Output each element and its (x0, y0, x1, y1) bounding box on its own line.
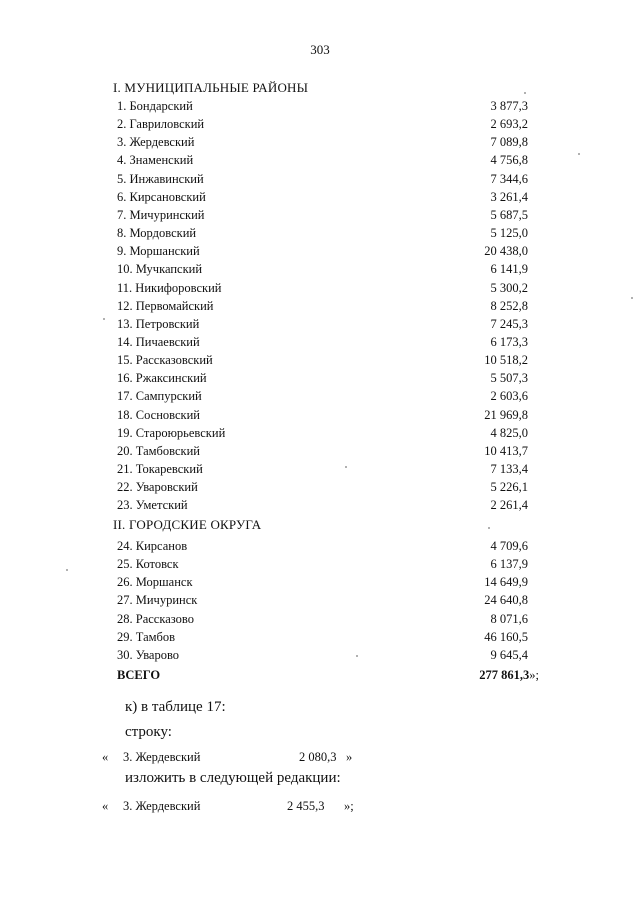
total-suffix: »; (529, 668, 539, 682)
district-value: 6 137,9 (490, 557, 528, 572)
district-name: 27. Мичуринск (117, 593, 198, 608)
district-name: 10. Мучкапский (117, 262, 203, 277)
table-row (117, 279, 528, 297)
scan-speck (524, 92, 526, 94)
district-name: 13. Петровский (117, 316, 200, 331)
table-row (117, 242, 528, 260)
section-heading-city-districts: II. ГОРОДСКИЕ ОКРУГА (113, 517, 262, 532)
table-row (117, 333, 528, 351)
old-row-open-quote: « (102, 750, 109, 764)
table-row (117, 297, 528, 315)
scan-speck (631, 297, 633, 299)
district-value: 6 173,3 (490, 334, 528, 349)
district-value: 20 438,0 (484, 244, 528, 259)
district-name: 20. Тамбовский (117, 443, 200, 458)
table-row (117, 387, 528, 405)
old-row-name: 3. Жердевский (123, 750, 201, 764)
total-label: ВСЕГО (117, 668, 161, 682)
district-name: 2. Гавриловский (117, 117, 205, 132)
table-row (117, 591, 528, 609)
district-name: 3. Жердевский (117, 135, 195, 150)
scan-speck (488, 527, 490, 529)
district-value: 10 413,7 (484, 443, 528, 458)
new-row-close-quote: »; (344, 799, 354, 813)
district-name: 15. Рассказовский (117, 353, 213, 368)
district-name: 4. Знаменский (117, 153, 194, 168)
table-row (117, 369, 528, 387)
district-value: 21 969,8 (484, 407, 528, 422)
amendment-line-row: строку: (125, 724, 172, 740)
table-row (117, 115, 528, 133)
scan-speck (66, 569, 68, 571)
table-row (117, 188, 528, 206)
table-row (117, 610, 528, 628)
table-row (117, 260, 528, 278)
table-row (117, 97, 528, 115)
district-value: 10 518,2 (484, 353, 528, 368)
district-value: 46 160,5 (484, 629, 528, 644)
district-name: 6. Кирсановский (117, 189, 206, 204)
district-value: 5 125,0 (490, 226, 528, 241)
table-row (117, 460, 528, 478)
new-row-open-quote: « (102, 799, 109, 813)
table-row (117, 224, 528, 242)
district-name: 19. Староюрьевский (117, 425, 226, 440)
table-row (117, 496, 528, 514)
table-row (117, 646, 528, 664)
total-row (117, 666, 539, 684)
table-row (117, 206, 528, 224)
table-row (117, 555, 528, 573)
total-value: 277 861,3 (479, 668, 530, 682)
new-row (0, 799, 640, 817)
district-value: 2 693,2 (490, 117, 528, 132)
new-row-name: 3. Жердевский (123, 799, 201, 813)
scan-speck (345, 466, 347, 468)
district-name: 23. Уметский (117, 498, 188, 513)
table-row (117, 133, 528, 151)
old-row-value: 2 080,3 (299, 750, 337, 764)
table-row (117, 573, 528, 591)
district-name: 24. Кирсанов (117, 539, 188, 553)
district-value: 4 756,8 (490, 153, 528, 168)
district-value: 8 071,6 (490, 611, 528, 626)
district-name: 11. Никифоровский (117, 280, 222, 295)
district-name: 8. Мордовский (117, 226, 197, 241)
district-value: 7 133,4 (490, 462, 528, 476)
district-name: 21. Токаревский (117, 462, 203, 476)
page-number: 303 (310, 42, 330, 57)
district-name: 7. Мичуринский (117, 207, 205, 222)
district-value: 5 687,5 (490, 207, 528, 222)
district-value: 14 649,9 (484, 575, 528, 590)
table-row (117, 537, 528, 555)
district-name: 5. Инжавинский (117, 171, 204, 186)
district-value: 8 252,8 (490, 298, 528, 313)
district-value: 5 300,2 (490, 280, 528, 295)
table-row (117, 424, 528, 442)
new-row-value: 2 455,3 (287, 799, 325, 813)
district-value: 5 507,3 (490, 371, 528, 386)
district-value: 4 709,6 (490, 539, 528, 553)
district-name: 12. Первомайский (117, 298, 214, 313)
table-row (117, 315, 528, 333)
table-row (117, 170, 528, 188)
scan-speck (103, 318, 105, 320)
scan-speck (578, 153, 580, 155)
district-value: 7 245,3 (490, 316, 528, 331)
district-value: 6 141,9 (490, 262, 528, 277)
amendment-item-k: к) в таблице 17: (125, 699, 226, 715)
district-name: 28. Рассказово (117, 611, 194, 626)
district-value: 9 645,4 (490, 647, 528, 662)
district-value: 4 825,0 (490, 425, 528, 440)
district-name: 26. Моршанск (117, 575, 193, 590)
district-name: 9. Моршанский (117, 244, 200, 259)
district-value: 3 877,3 (490, 99, 528, 113)
district-name: 18. Сосновский (117, 407, 200, 422)
district-name: 1. Бондарский (117, 99, 193, 113)
table-row (117, 478, 528, 496)
district-value: 5 226,1 (490, 480, 528, 495)
total-value-cell (479, 666, 539, 684)
district-value: 3 261,4 (490, 189, 528, 204)
district-name: 30. Уварово (117, 647, 180, 662)
district-name: 25. Котовск (117, 557, 179, 572)
amendment-instruction: изложить в следующей редакции: (125, 770, 341, 786)
table-row (117, 442, 528, 460)
district-name: 17. Сампурский (117, 389, 202, 404)
district-name: 16. Ржаксинский (117, 371, 207, 386)
district-name: 22. Уваровский (117, 480, 198, 495)
district-value: 7 089,8 (490, 135, 528, 150)
district-value: 2 261,4 (490, 498, 528, 513)
old-row (0, 750, 640, 768)
table-row (117, 628, 528, 646)
scan-speck (356, 655, 358, 657)
district-name: 14. Пичаевский (117, 334, 200, 349)
district-name: 29. Тамбов (117, 629, 176, 644)
district-value: 7 344,6 (490, 171, 528, 186)
table-row (117, 151, 528, 169)
table-row (117, 351, 528, 369)
district-value: 2 603,6 (490, 389, 528, 404)
district-value: 24 640,8 (484, 593, 528, 608)
old-row-close-quote: » (346, 750, 353, 764)
section-heading-municipal-districts: I. МУНИЦИПАЛЬНЫЕ РАЙОНЫ (113, 80, 309, 95)
table-row (117, 406, 528, 424)
